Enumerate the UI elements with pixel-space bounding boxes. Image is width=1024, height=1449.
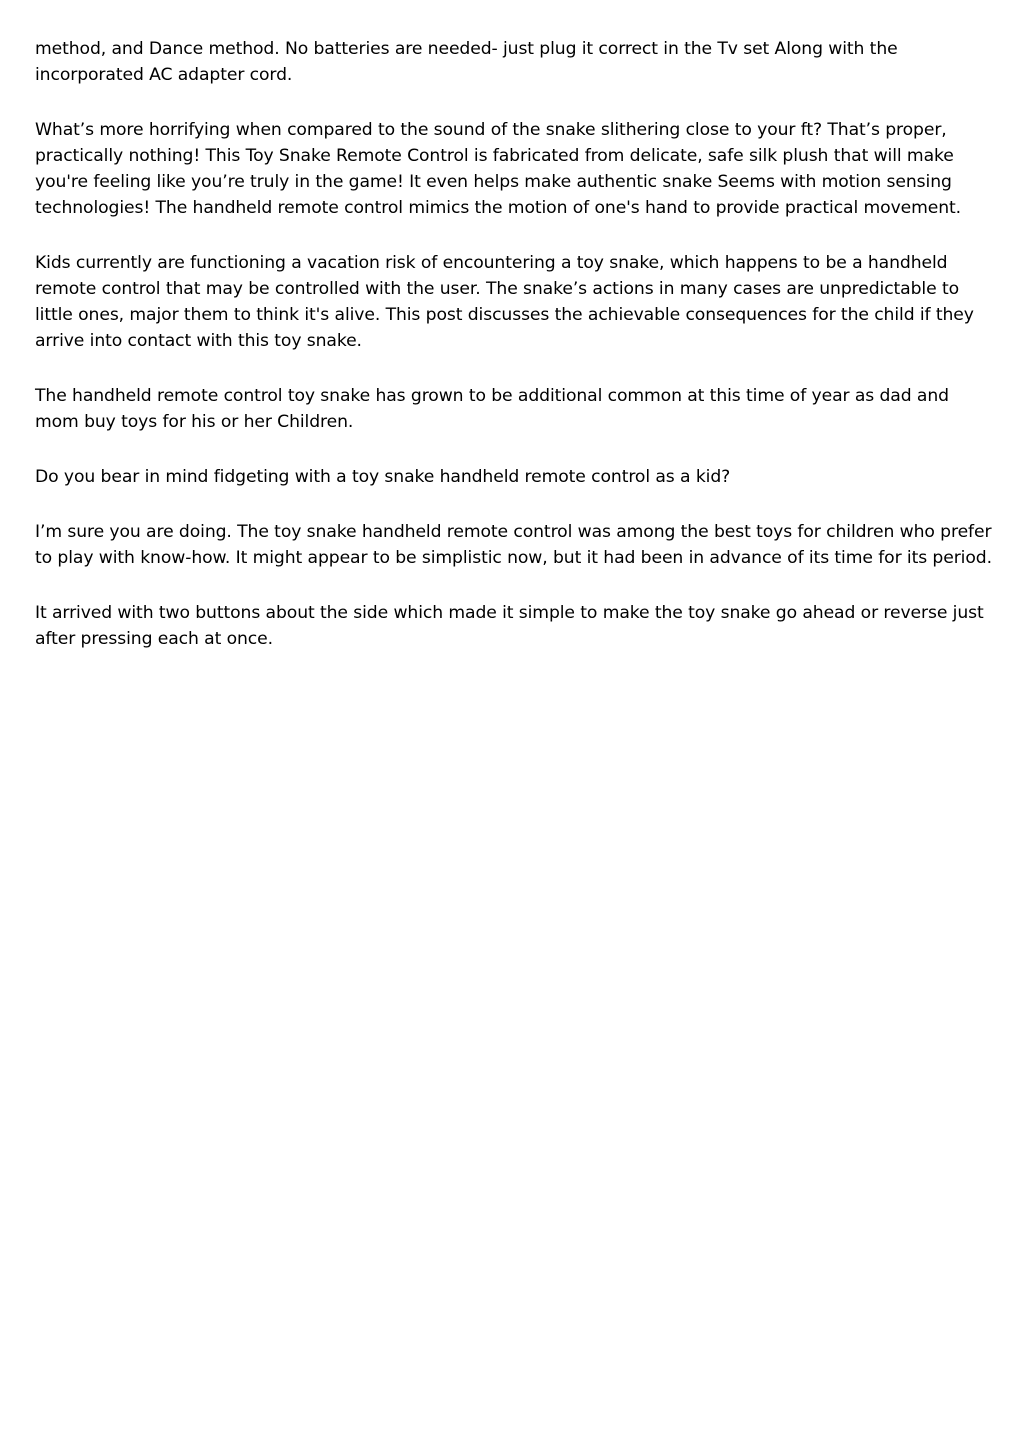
paragraph-1: method, and Dance method. No batteries are needed- just plug it correct in the Tv set Along with the incorporated AC adapter cord. [35, 39, 898, 85]
paragraph-5: Do you bear in mind fidgeting with a toy snake handheld remote control as a kid? [35, 467, 731, 487]
paragraph-2: What’s more horrifying when compared to the sound of the snake slithering close to your ft? That’s proper, practically nothing! This Toy Snake Remote Control is fabricated from delicate, safe silk plush that will make you're feeling like you’re truly in the game! It even helps make authentic snake Seems with motion sensing technologies! The handheld remote control mimics the motion of one's hand to provide practical movement. [35, 120, 962, 218]
paragraph-4: The handheld remote control toy snake has grown to be additional common at this time of year as dad and mom buy toys for his or her Children. [35, 386, 949, 432]
paragraph-3: Kids currently are functioning a vacation risk of encountering a toy snake, which happens to be a handheld remote control that may be controlled with the user. The snake’s actions in many cases are unpredictable to little ones, major them to think it's alive. This post discusses the achievable consequences for the child if they arrive into contact with this toy snake. [35, 253, 974, 351]
paragraph-6: I’m sure you are doing. The toy snake handheld remote control was among the best toys for children who prefer to play with know-how. It might appear to be simplistic now, but it had been in advance of its time for its period. [35, 522, 992, 568]
document-body [35, 36, 995, 681]
paragraph-7: It arrived with two buttons about the side which made it simple to make the toy snake go ahead or reverse just after pressing each at once. [35, 603, 984, 649]
